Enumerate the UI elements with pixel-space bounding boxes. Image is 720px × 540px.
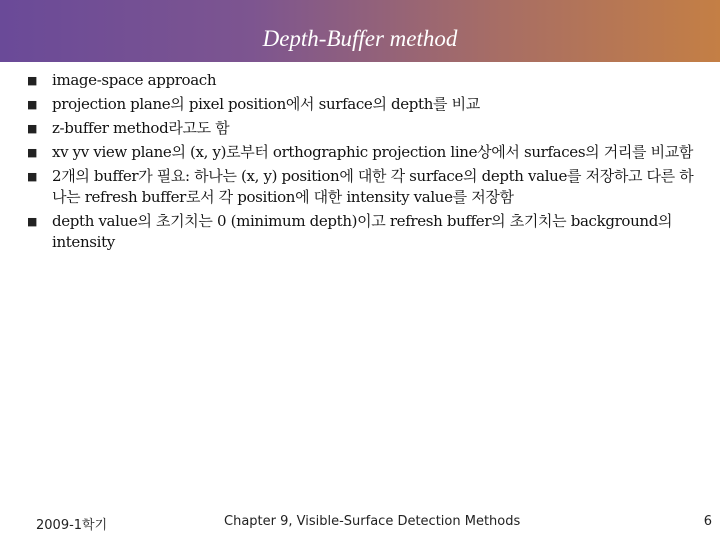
slide-footer [0,514,720,534]
square-bullet-icon: ■ [27,146,38,159]
bullet-item [24,70,704,91]
bullet-text: projection plane의 pixel position에서 surface의 depth를 비교 [52,95,480,113]
square-bullet-icon: ■ [27,215,38,228]
bullet-item [24,211,704,253]
bullet-text: xv yv view plane의 (x, y)로부터 orthographic projection line상에서 surfaces의 거리를 비교함 [52,143,693,161]
bullet-text: z-buffer method라고도 함 [52,119,230,137]
square-bullet-icon: ■ [27,122,38,135]
page-number: 6 [703,514,712,529]
square-bullet-icon: ■ [27,98,38,111]
footer-chapter-title: Chapter 9, Visible-Surface Detection Methods [224,514,521,529]
bullet-item [24,166,704,208]
bullet-list [24,70,704,256]
bullet-item [24,94,704,115]
bullet-item [24,118,704,139]
footer-semester: 2009-1학기 [36,518,108,533]
square-bullet-icon: ■ [27,170,38,183]
square-bullet-icon: ■ [27,74,38,87]
slide-title: Depth-Buffer method [262,26,458,51]
bullet-text: 2개의 buffer가 필요: 하나는 (x, y) position에 대한 각 surface의 depth value를 저장하고 다른 하나는 refresh buffer로서 각 position에 대한 intensity value를 저장함 [52,167,694,206]
title-bar [0,0,720,62]
bullet-item [24,142,704,163]
bullet-text: image-space approach [52,71,217,89]
bullet-text: depth value의 초기치는 0 (minimum depth)이고 refresh buffer의 초기치는 background의 intensity [52,212,673,251]
